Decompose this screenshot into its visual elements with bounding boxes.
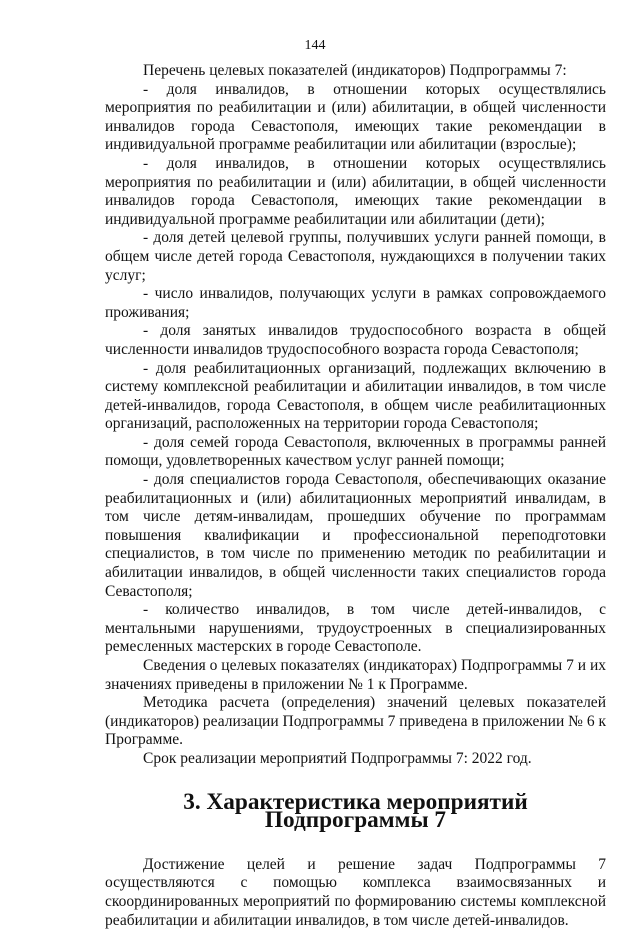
paragraph-indicators-values: Сведения о целевых показателях (индикаторах) Подпрограммы 7 и их значениях приведены в приложении № 1 к Программе.	[105, 657, 606, 693]
paragraph-goals-achievement: Достижение целей и решение задач Подпрограммы 7 осуществляются с помощью комплекса взаимосвязанных и скоординированных мероприятий по формированию системы комплексной реабилитации и абилитации инвалидов, в том числе детей-инвалидов.	[105, 855, 606, 929]
paragraph-indicator-specialists: - доля специалистов города Севастополя, обеспечивающих оказание реабилитационных и (или) абилитационных мероприятий инвалидам, в том числе детям-инвалидам, прошедших обучение по программам повышения квалификации и профессиональной переподготовки специалистов, в том числе по применению методик по реабилитации и абилитации инвалидов, в общей численности таких специалистов города Севастополя;	[105, 471, 606, 600]
paragraph-indicator-workshops: - количество инвалидов, в том числе детей-инвалидов, с ментальными нарушениями, трудоустроенных в специализированных ремесленных мастерских в городе Севастополе.	[105, 601, 606, 656]
paragraph-indicator-early-help: - доля детей целевой группы, получивших услуги ранней помощи, в общем числе детей города Севастополя, нуждающихся в получении таких услуг;	[105, 229, 606, 284]
page-number: 144	[304, 38, 326, 53]
section-heading: 3. Характеристика мероприятий Подпрограммы 7	[183, 788, 528, 834]
paragraph-implementation-term: Срок реализации мероприятий Подпрограммы 7: 2022 год.	[143, 749, 532, 767]
paragraph-indicator-employment: - доля занятых инвалидов трудоспособного возраста в общей численности инвалидов трудоспособного возраста города Севастополя;	[105, 322, 606, 358]
paragraph-indicators-intro: Перечень целевых показателей (индикаторов) Подпрограммы 7:	[143, 62, 567, 79]
paragraph-indicator-organizations: - доля реабилитационных организаций, подлежащих включению в систему комплексной реабилитации и абилитации инвалидов, в том числе детей-инвалидов, города Севастополя, в общем числе реабилитационных организаций, расположенных на территории города Севастополя;	[105, 359, 606, 433]
paragraph-indicator-families: - доля семей города Севастополя, включенных в программы ранней помощи, удовлетворенных качеством услуг ранней помощи;	[105, 433, 606, 470]
paragraph-calculation-method: Методика расчета (определения) значений целевых показателей (индикаторов) реализации Подпрограммы 7 приведена в приложении № 6 к Программе.	[105, 694, 606, 749]
paragraph-indicator-supported-living: - число инвалидов, получающих услуги в рамках сопровождаемого проживания;	[105, 285, 606, 321]
paragraph-indicator-adults: - доля инвалидов, в отношении которых осуществлялись мероприятия по реабилитации и (или) абилитации, в общей численности инвалидов города Севастополя, имеющих такие рекомендации в индивидуальной программе реабилитации или абилитации (взрослые);	[105, 80, 606, 154]
document-body	[105, 62, 606, 930]
paragraph-indicator-children: - доля инвалидов, в отношении которых осуществлялись мероприятия по реабилитации и (или) абилитации, в общей численности инвалидов города Севастополя, имеющих такие рекомендации в индивидуальной программе реабилитации или абилитации (дети);	[105, 154, 606, 228]
